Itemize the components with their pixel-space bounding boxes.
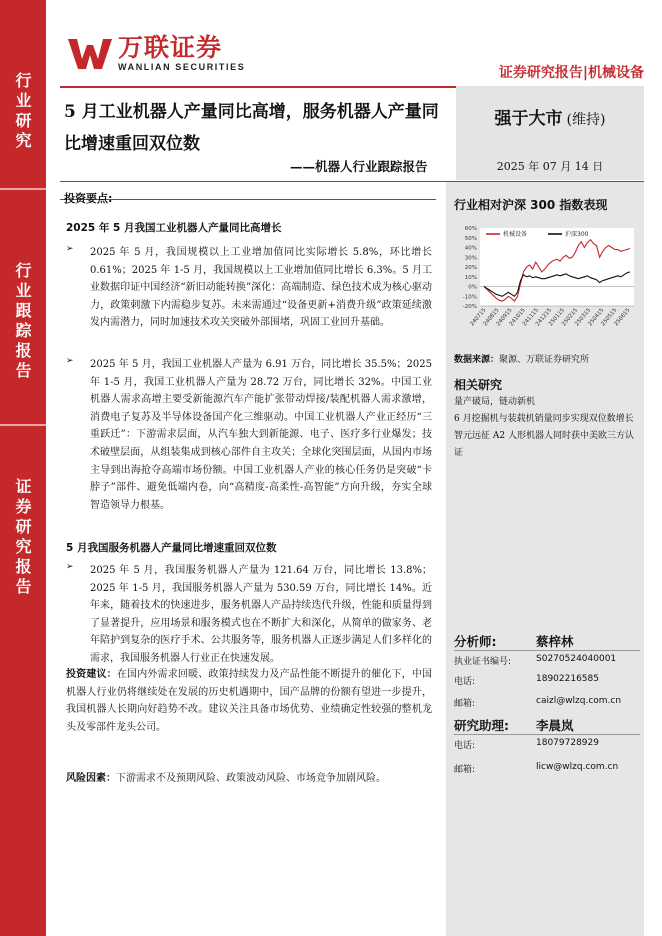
y-tick-label: -10% <box>462 294 477 301</box>
y-tick-label: 40% <box>464 245 477 252</box>
chart-plot-area <box>480 228 634 306</box>
report-category: 证券研究报告|机械设备 <box>498 65 644 81</box>
chart-title: 行业相对沪深 300 指数表现 <box>454 198 608 212</box>
related-item[interactable]: 量产破局，链动新机 <box>454 397 536 407</box>
x-tick-label: 240915 <box>495 307 514 328</box>
x-tick-label: 241215 <box>534 307 553 328</box>
report-date: 2025 年 07 月 14 日 <box>496 160 604 173</box>
bullet-text: 2025 年 5 月，我国服务机器人产量为 121.64 万台，同比增长 13.8%；2025 年 1-5 月，我国服务机器人产量为 530.59 万台，同比增长 14%。近年来，随着技术的快速进步，服务机器人产品持续迭代升级，性能和质量得到了显著提升，应用场景和服务模式也在不断扩大和深化，从简单的做家务、老年陪护到复杂的医疗手术、公共服务等，服务机器人正逐步满足人们多样化的需求，我国服务机器人行业正在快速发展。 <box>90 565 432 664</box>
y-tick-label: 20% <box>464 265 477 271</box>
data-source-label: 数据来源： <box>454 355 500 365</box>
x-tick-label: 250615 <box>613 307 632 328</box>
report-title: 5 月工业机器人产量同比高增，服务机器人产量同比增速重回双位数 <box>64 102 439 154</box>
right-info-column <box>446 182 644 936</box>
x-tick-label: 241115 <box>521 307 540 328</box>
legend-label: 沪深300 <box>565 231 589 238</box>
y-tick-label: 0% <box>468 284 477 291</box>
logo-chinese-name: 万联证券 <box>118 33 223 62</box>
bullet-text: 2025 年 5 月，我国工业机器人产量为 6.91 万台，同比增长 35.5%；2025 年 1-5 月，我国工业机器人产量为 28.72 万台，同比增长 32%。中国工业机器人需求高增主要受新能源汽车产能扩张带动焊接/装配机器人需求激增，消费电子复苏及半导体设备国产化三维驱动。中国工业机器人产业正经历“三重跃迁”：下游需求层面，从汽车独大到新能源、电子、医疗多行业爆发；技术破壁层面，从组装集成到核心部件自主攻关；全球化突围层面，从国内市场主导到出海抢夺高端市场份额。中国工业机器人产业的核心任务仍是突破“卡脖子”部件、避免低端内卷，向“高精度-高柔性-高智能”方向升级，夯实全球智造领导力根基。 <box>90 359 432 511</box>
y-tick-label: 30% <box>464 255 477 262</box>
related-item[interactable]: 6 月挖掘机与装载机销量同步实现双位数增长 <box>454 414 634 424</box>
company-logo <box>68 33 246 72</box>
cert-label: 执业证书编号: <box>454 657 512 667</box>
bullet-arrow-icon: ➢ <box>66 356 74 366</box>
x-tick-label: 240715 <box>469 307 488 328</box>
sidebar-label-industry-research: 行业研究 <box>13 72 32 152</box>
analyst-email[interactable]: caizl@wlzq.com.cn <box>536 696 622 706</box>
wanlian-logo-icon <box>68 39 112 69</box>
email-label: 邮箱: <box>454 699 476 709</box>
data-source-text: 聚源、万联证券研究所 <box>499 355 590 365</box>
assistant-divider <box>454 734 640 735</box>
bullet-paragraph <box>66 562 432 668</box>
relative-performance-chart <box>454 220 640 344</box>
risk-factors <box>66 770 432 788</box>
data-source <box>454 352 589 365</box>
y-tick-label: 60% <box>464 226 477 232</box>
sidebar-divider <box>0 424 46 426</box>
x-tick-label: 240815 <box>482 307 501 328</box>
x-tick-label: 250415 <box>587 307 606 328</box>
left-sidebar <box>0 0 46 936</box>
section-title-industrial: 2025 年 5 月我国工业机器人产量同比高增长 <box>66 222 282 234</box>
analyst-phone: 18902216585 <box>536 674 599 684</box>
bullet-text: 2025 年 5 月，我国规模以上工业增加值同比实际增长 5.8%，环比增长 0.61%；2025 年 1-5 月，我国规模以上工业增加值同比增长 6.3%。5 月工业数据印证中国经济“新旧动能转换”深化：高端制造、绿色技术成为核心驱动力，政策刺激下内需稳步复苏。未来需通过“设备更新+消费升级”政策延续激发内需潜力，同时加速技术攻关突破外部围堵，巩固工业回升基础。 <box>90 247 432 329</box>
sidebar-divider <box>0 188 46 190</box>
investment-advice-text: 在国内外需求回暖、政策持续发力及产品性能不断提升的催化下，中国机器人行业仍将继续处在发展的历史机遇期中，国产品牌的份额有望进一步提升，我国机器人长期向好趋势不改。建议关注具备市场优势、业绩确定性较强的整机龙头及零部件龙头公司。 <box>66 669 433 733</box>
bullet-arrow-icon: ➢ <box>66 562 74 572</box>
y-tick-label: -20% <box>462 304 477 310</box>
section-title-service: 5 月我国服务机器人产量同比增速重回双位数 <box>66 542 277 554</box>
report-subtitle: ——机器人行业跟踪报告 <box>290 159 428 174</box>
x-tick-label: 241015 <box>508 307 527 328</box>
sidebar-label-securities-report: 证券研究报告 <box>13 478 32 598</box>
related-research-title: 相关研究 <box>454 378 503 392</box>
related-research-list <box>454 394 640 462</box>
bullet-paragraph <box>66 356 432 514</box>
cert-value: S0270524040001 <box>536 654 617 664</box>
assistant-name: 李晨岚 <box>536 718 574 733</box>
y-tick-label: 50% <box>464 235 477 242</box>
x-tick-label: 250315 <box>574 307 593 328</box>
risk-factors-label: 风险因素： <box>66 773 116 784</box>
sidebar-label-tracking-report: 行业跟踪报告 <box>13 262 32 382</box>
key-points-title: 投资要点: <box>64 192 113 205</box>
assistant-label: 研究助理: <box>454 718 509 733</box>
x-tick-label: 250215 <box>561 307 580 328</box>
rating-panel <box>456 86 644 180</box>
investment-advice <box>66 666 432 736</box>
legend-label: 机械设备 <box>503 231 528 238</box>
email-label: 邮箱: <box>454 765 476 775</box>
bullet-paragraph <box>66 244 432 332</box>
investment-advice-label: 投资建议： <box>66 669 117 680</box>
assistant-email[interactable]: licw@wlzq.com.cn <box>536 762 619 772</box>
rating-label: 强于大市 <box>494 109 563 129</box>
logo-english-name: WANLIAN SECURITIES <box>118 62 246 72</box>
analyst-divider <box>454 650 640 651</box>
rating-qualifier: (维持) <box>566 112 606 128</box>
phone-label: 电话: <box>454 677 476 687</box>
x-tick-label: 250115 <box>547 307 567 328</box>
x-tick-label: 250515 <box>600 307 619 328</box>
key-points-header <box>60 182 436 205</box>
analyst-label: 分析师: <box>454 634 497 649</box>
y-tick-label: 10% <box>464 274 477 281</box>
analyst-name: 蔡梓林 <box>536 634 574 649</box>
risk-factors-text: 下游需求不及预期风险、政策波动风险、市场竞争加剧风险。 <box>116 773 386 784</box>
related-item[interactable]: 智元远征 A2 人形机器人同时获中美欧三方认证 <box>454 431 634 458</box>
phone-label: 电话: <box>454 741 476 751</box>
bullet-arrow-icon: ➢ <box>66 244 74 254</box>
assistant-phone: 18079728929 <box>536 738 599 748</box>
